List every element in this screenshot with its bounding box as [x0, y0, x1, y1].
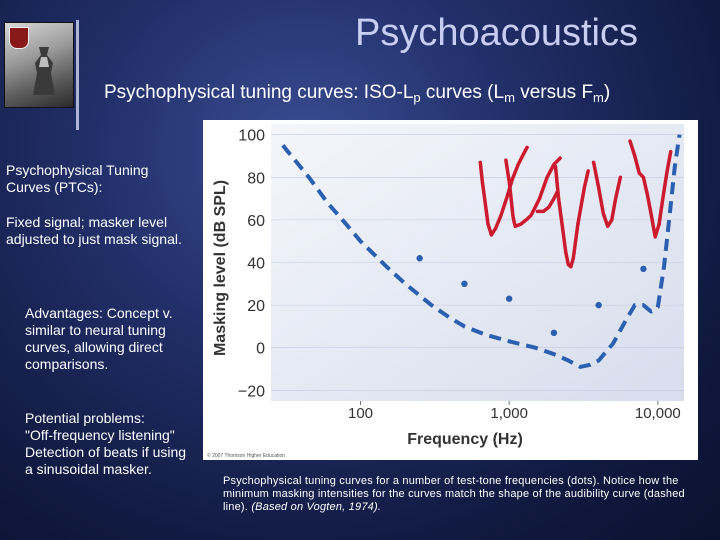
test-tone-dot [595, 302, 601, 308]
y-tick-label: 60 [247, 212, 265, 230]
subtitle-sub-m2: m [593, 90, 604, 105]
y-tick-label: 100 [238, 127, 265, 145]
problems-text [25, 410, 195, 478]
advantages-text: Advantages: Concept v. similar to neural tuning curves, allowing direct comparisons. [25, 305, 173, 372]
tuning-curve-chart [203, 120, 698, 460]
subtitle-mid: curves (L [420, 82, 505, 103]
x-axis-label: Frequency (Hz) [407, 431, 523, 448]
ptc-heading: Psychophysical Tuning Curves (PTCs): [6, 162, 149, 195]
caption-text: Psychophysical tuning curves for a number of test-tone frequencies (dots). Notice how the minimum masking intensities for the curves match the shape of the audibility curve (dashed line). [223, 475, 685, 513]
subtitle-sub-m1: m [504, 90, 515, 105]
test-tone-dot [506, 296, 512, 302]
subtitle-suffix: ) [603, 82, 611, 103]
y-tick-label: 20 [247, 298, 265, 316]
test-tone-dot [640, 266, 646, 272]
crest-icon [9, 27, 29, 49]
problems-item-beats: Detection of beats if using a sinusoidal masker. [25, 444, 187, 477]
slide-subtitle [104, 82, 610, 105]
y-tick-label: 40 [247, 255, 265, 273]
chart-figure [203, 120, 698, 460]
subtitle-sub-p: p [413, 90, 421, 105]
x-tick-label: 10,000 [634, 405, 681, 422]
y-axis-label: Masking level (dB SPL) [212, 179, 229, 357]
x-tick-label: 100 [347, 405, 374, 422]
y-tick-label: 80 [247, 170, 265, 188]
university-logo [4, 22, 74, 108]
copyright-text: © 2007 Thomson Higher Education [207, 453, 286, 459]
subtitle-mid2: versus F [514, 82, 594, 103]
x-tick-label: 1,000 [490, 405, 528, 422]
fixed-signal-text: Fixed signal; masker level adjusted to just mask signal. [6, 214, 182, 247]
y-tick-label: 0 [256, 340, 265, 358]
title-divider [76, 20, 79, 130]
subtitle-prefix: Psychophysical tuning curves: ISO-L [104, 82, 414, 103]
page-title: Psychoacoustics [354, 12, 638, 54]
problems-item-off-frequency: "Off-frequency listening" [25, 427, 175, 443]
test-tone-dot [461, 281, 467, 287]
sculpture-icon [29, 43, 59, 99]
test-tone-dot [551, 330, 557, 336]
y-tick-label: −20 [237, 383, 265, 401]
figure-caption [223, 475, 703, 514]
problems-heading: Potential problems: [25, 410, 145, 426]
caption-source: (Based on Vogten, 1974). [251, 501, 382, 513]
test-tone-dot [416, 255, 422, 261]
